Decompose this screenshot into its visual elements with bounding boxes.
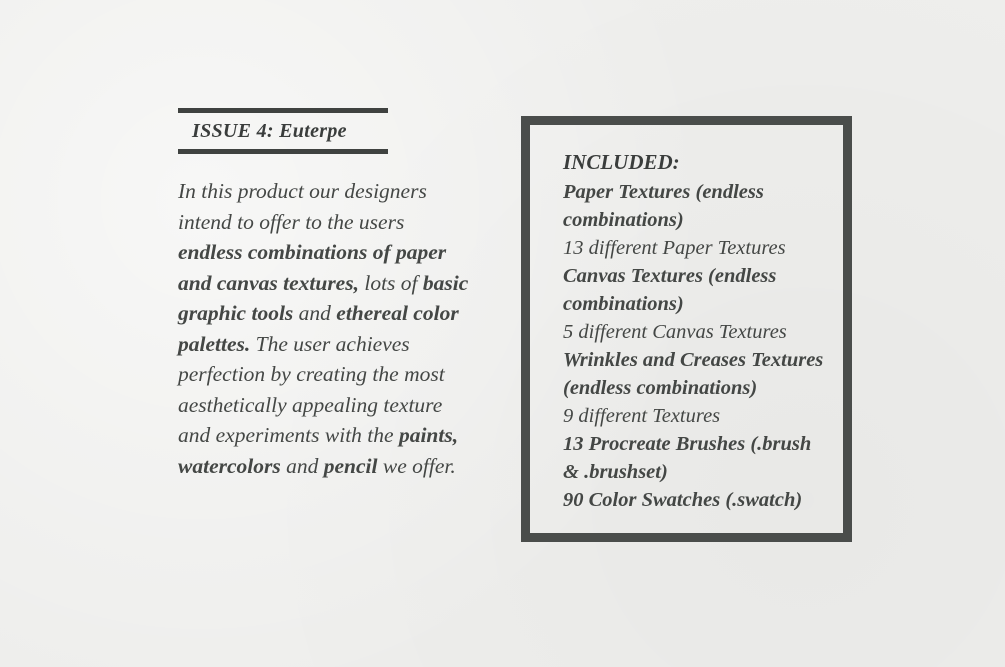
- text-run: and: [280, 453, 324, 478]
- list-item: Canvas Textures (endless combinations): [563, 265, 777, 315]
- text-run: we offer.: [377, 453, 456, 478]
- text-run: lots of: [358, 270, 423, 295]
- list-item: 13 Procreate Brushes (.brush & .brushset): [563, 433, 812, 483]
- list-item: 90 Color Swatches (.swatch): [563, 489, 803, 511]
- included-heading: INCLUDED:: [563, 150, 680, 174]
- issue-title: ISSUE 4: Euterpe: [192, 120, 347, 142]
- list-item: Paper Textures (endless combinations): [563, 181, 764, 231]
- included-box: [521, 116, 852, 542]
- issue-title-box: [178, 108, 388, 154]
- left-column: [178, 108, 478, 481]
- text-run: In this product our designers intend to offer to the users: [178, 179, 427, 234]
- emphasis-run: basic graphic tools: [178, 270, 469, 325]
- text-run: The user achieves perfection by creating the most aesthetically appealing texture and experiments with the: [178, 331, 445, 447]
- list-item: 9 different Textures: [563, 405, 721, 427]
- list-item: Wrinkles and Creases Textures (endless combinations): [563, 349, 824, 399]
- emphasis-run: endless combinations of paper and canvas textures,: [178, 240, 447, 295]
- included-inner: [530, 125, 843, 514]
- list-item: 13 different Paper Textures: [563, 237, 786, 259]
- emphasis-run: paints, watercolors: [178, 423, 459, 478]
- text-run: and: [293, 301, 337, 325]
- emphasis-run: pencil: [323, 453, 378, 478]
- included-list: [563, 178, 825, 514]
- list-item: 5 different Canvas Textures: [563, 321, 787, 343]
- emphasis-run: ethereal color palettes.: [178, 301, 459, 356]
- description-paragraph: [178, 176, 473, 481]
